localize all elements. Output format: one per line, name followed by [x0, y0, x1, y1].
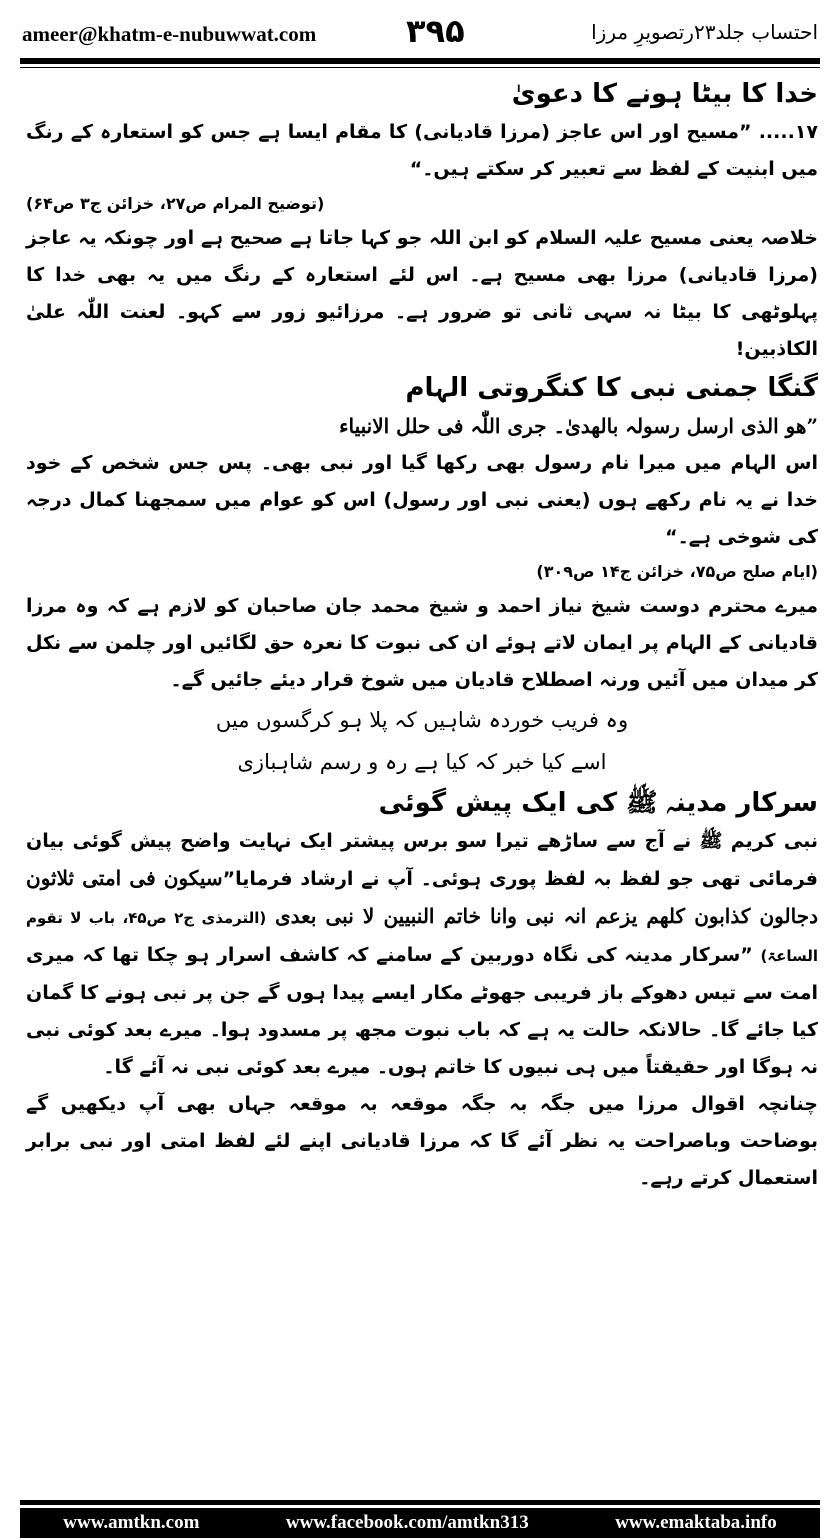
paragraph-conclusion: چنانچہ اقوال مرزا میں جگہ بہ جگہ موقعہ بہ موقعہ جہاں بھی آپ دیکھیں گے بوضاحت وباصراحت یہ نظر آئے گا کہ مرزا قادیانی اپنے لئے لفظ امتی اور نبی برابر استعمال کرتے رہے۔: [26, 1093, 818, 1189]
hadith-arabic: سیکون فی امتی ثلاثون دجالون کذابون کلھم یزعم انہ نبی وانا خاتم النبیین لا نبی بعدی: [26, 866, 818, 928]
reference-1: (توضیح المرام ص۲۷، خزائن ج۳ ص۶۴): [26, 194, 325, 213]
paragraph-respected-friends: میرے محترم دوست شیخ نیاز احمد و شیخ محمد جان صاحبان کو لازم ہے کہ وہ مرزا قادیانی کے الہام پر ایمان لاتے ہوئے ان کی نبوت کا نعرہ حق لگائیں اور چلمن سے نکل کر میدان میں آئیں ورنہ اصطلاح قادیان میں شوخ قرار دیئے جائیں گے۔: [26, 595, 818, 691]
heading-ganga-jamni: گنگا جمنی نبی کا کنگروتی الہام: [405, 373, 818, 403]
quote-paragraph-1: ۱۷..... ”مسیح اور اس عاجز (مرزا قادیانی) کا مقام ایسا ہے جس کو استعارہ کے رنگ میں ابنیت کے لفظ سے تعبیر کر سکتے ہیں۔“: [26, 121, 818, 180]
book-title: احتساب جلد۲۳رتصویرِ مرزا: [591, 20, 818, 44]
heading-prophecy: سرکار مدینہ ﷺ کی ایک پیش گوئی: [378, 788, 818, 818]
footer-rule: [20, 1500, 820, 1505]
paragraph-summary: خلاصہ یعنی مسیح علیہ السلام کو ابن اللہ جو کہا جاتا ہے صحیح ہے اور چونکہ یہ عاجز (مرزا قادیانی) مرزا بھی مسیح ہے۔ اس لئے استعارہ کے رنگ میں یہ بھی خدا کا پہلوٹھی کا بیٹا نہ سہی ثانی تو ضرور ہے۔ مرزائیو زور سے کہو۔ لعنت اللّٰہ علیٰ الکاذبین!: [26, 227, 818, 360]
header-rule: [20, 58, 820, 64]
prophecy-explanation: ”سرکار مدینہ کی نگاہ دوربین کے سامنے کہ کاشف اسرار ہو چکا تھا کہ میری امت سے تیس دھوکے باز فریبی جھوٹے مکار ایسے پیدا ہوں گے جن پر نبی ہونے کا گمان کیا جائے گا۔ حالانکہ حالت یہ ہے کہ باب نبوت مجھ پر مسدود ہوا۔ میرے بعد کوئی نبی نہ ہوگا اور حقیقتاً میں ہی نبیوں کا خاتم ہوں۔ میرے بعد کوئی نبی نہ آئے گا۔: [26, 944, 818, 1078]
footer-link-facebook[interactable]: www.facebook.com/amtkn313: [285, 1512, 529, 1533]
prophecy-intro: نبی کریم ﷺ نے آج سے ساڑھے تیرا سو برس پیشتر ایک نہایت واضح پیش گوئی بیان فرمائی تھی جو لفظ بہ لفظ پوری ہوئی۔ آپ نے ارشاد فرمایا”: [26, 830, 818, 890]
footer-link-emaktaba[interactable]: www.emaktaba.info: [615, 1512, 777, 1533]
page-header: [18, 10, 822, 56]
page-footer: [20, 1508, 820, 1538]
header-email: ameer@khatm-e-nubuwwat.com: [22, 22, 317, 46]
header-rule-thin: [20, 67, 820, 68]
reference-2: (ایام صلح ص۷۵، خزائن ج۱۴ ص۳۰۹): [536, 562, 818, 581]
paragraph-prophecy: [26, 823, 818, 1086]
footer-link-amtkn[interactable]: www.amtkn.com: [63, 1512, 200, 1533]
arabic-ilham: ”ھو الذی ارسل رسولہ بالھدیٰ۔ جری اللّٰہ فی حلل الانبیاء: [339, 414, 818, 438]
page-number: ۳۹۵: [406, 12, 465, 50]
verse-line-2: اسے کیا خبر کہ کیا ہے رہ و رسم شاہبازی: [237, 750, 607, 774]
verse-line-1: وہ فریب خوردہ شاہیں کہ پلا ہو کرگسوں میں: [215, 708, 629, 732]
page-body: [26, 74, 818, 1197]
heading-son-of-god-claim: خدا کا بیٹا ہونے کا دعویٰ: [511, 79, 818, 109]
hadith-reference: (الترمذی ج۲ ص۴۵، باب لا تقوم الساعۃ): [26, 909, 818, 965]
paragraph-ilham: اس الہام میں میرا نام رسول بھی رکھا گیا اور نبی بھی۔ پس جس شخص کے خود خدا نے یہ نام رکھے ہوں (یعنی نبی اور رسول) اس کو عوام میں سمجھنا کمال درجہ کی شوخی ہے۔“: [26, 452, 818, 548]
